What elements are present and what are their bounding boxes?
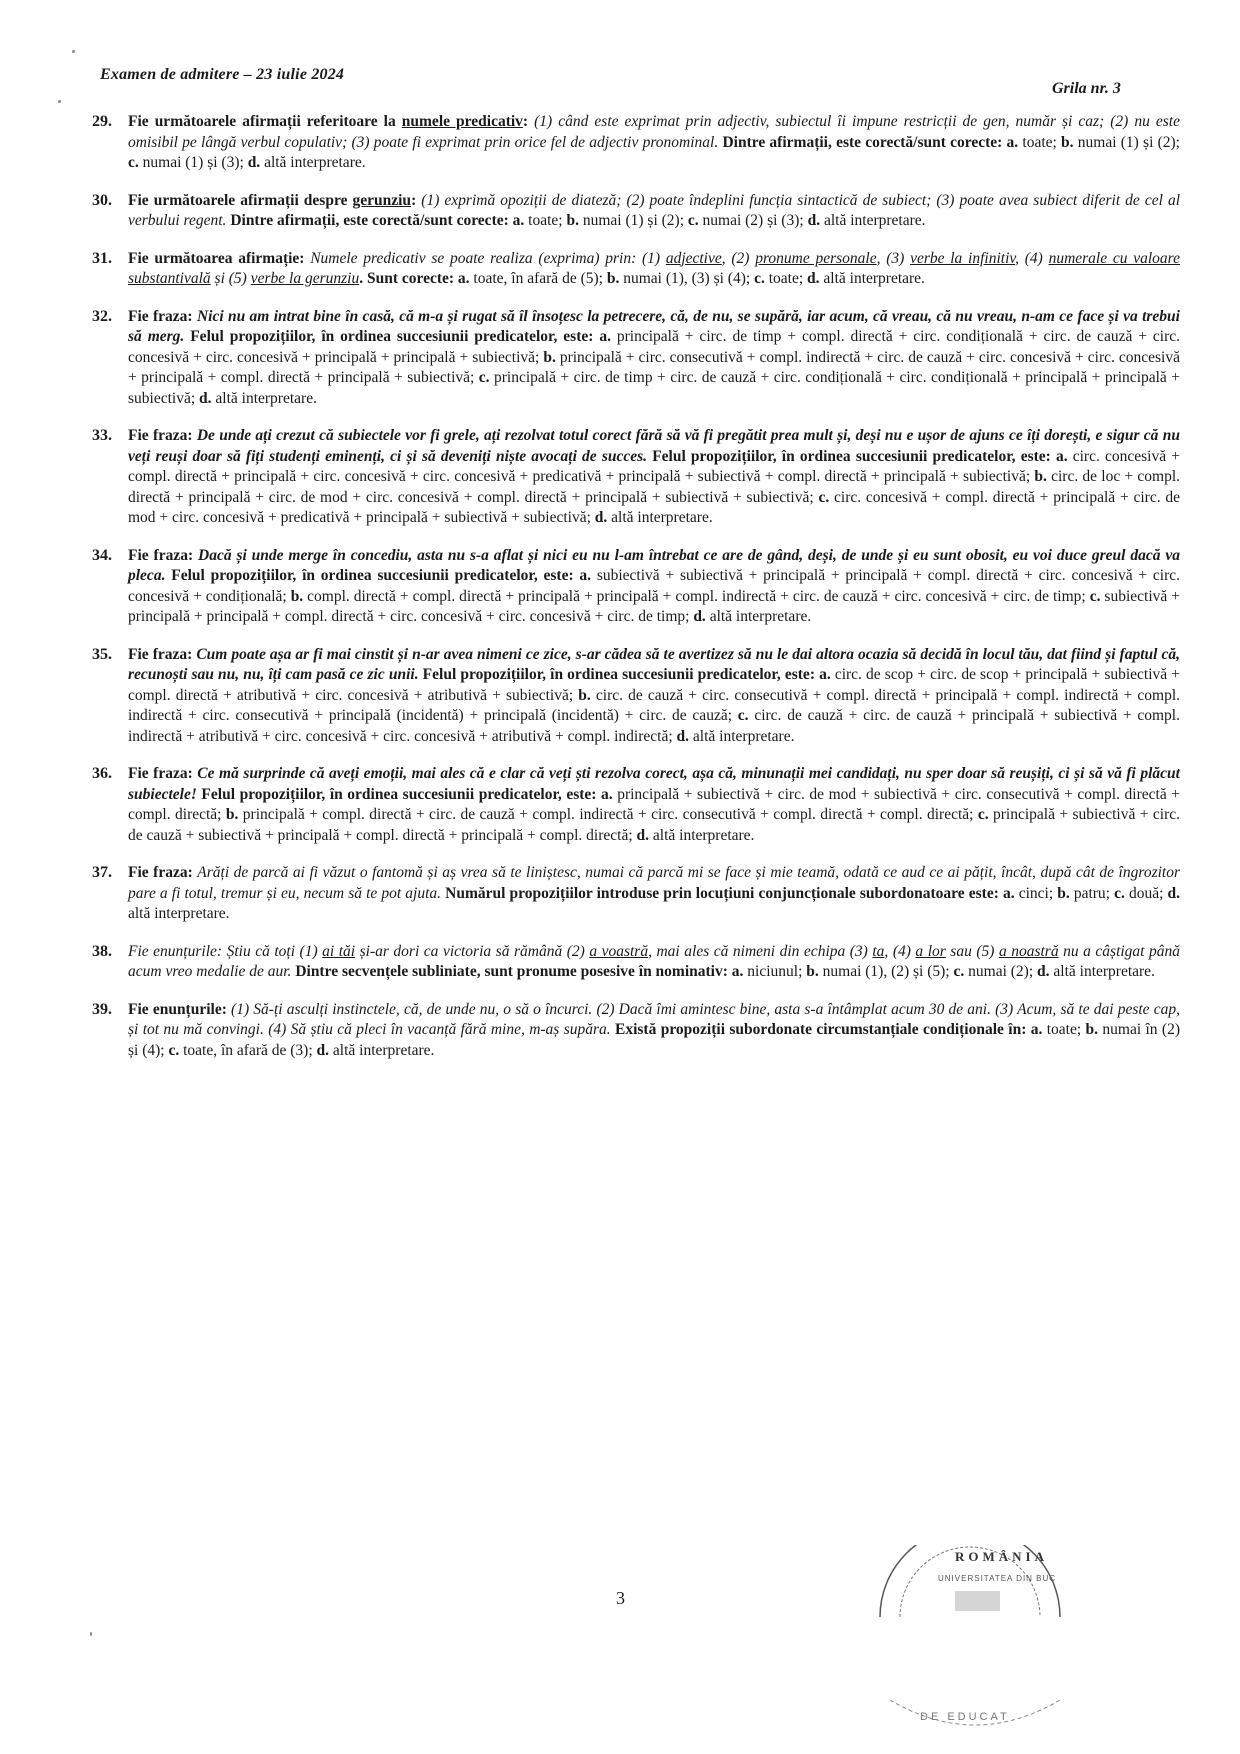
question-text-segment: niciunul; <box>743 963 807 980</box>
question-text-segment: Dintre secvențele subliniate, sunt pronume posesive în nominativ: a. <box>291 963 744 980</box>
question-text-segment: b. <box>1085 1021 1099 1038</box>
question-text-segment: numerale cu valoare substantivală <box>128 249 1181 287</box>
question-text-segment: (1) Să-ți asculți instinctele, că, de unde nu, o să o încurci. (2) Dacă îmi amintesc bine, asta s-a întâmplat acum 30 de ani. (3) Acum, să te dai peste cap, și tot nu mă convingi. (4) Să știu că pleci în vacanță fără mine, m-aș supăra. <box>128 1000 1180 1038</box>
grid-number: Grila nr. 3 <box>1052 80 1121 97</box>
question-text-segment: (1) exprimă opoziții de diateză; (2) poate îndeplini funcția sintactică de subiect; (3) poate avea subiect diferit de cel al verbului regent. <box>128 191 1181 229</box>
question-item <box>90 764 1180 846</box>
question-text-segment: c. <box>687 212 699 229</box>
question-text-segment: d. <box>199 389 212 407</box>
question-text-segment: două; <box>1124 884 1168 902</box>
question-number: 37. <box>92 864 112 881</box>
question-text-segment: Fie enunțurile: <box>128 942 227 960</box>
question-number: 35. <box>92 645 112 663</box>
question-text-segment: a lor <box>915 942 946 960</box>
question-text-segment: altă interpretare. <box>689 727 795 745</box>
question-text-segment: , (4) <box>884 942 916 960</box>
question-text-segment: b. <box>1061 133 1074 151</box>
question-text-segment: altă interpretare. <box>211 389 317 407</box>
question-text-segment: d. <box>636 826 650 844</box>
question-text-segment: numai în (2) și (4); <box>128 1021 1181 1059</box>
question-text-segment: c. <box>818 488 830 506</box>
question-text-segment: subiectivă + principală + principală + compl. directă + circ. concesivă + circ. concesivă + circ. de timp; <box>128 587 1180 625</box>
question-text-segment: altă interpretare. <box>819 270 925 287</box>
question-text-segment: patru; <box>1069 884 1115 902</box>
question-text-segment: c. <box>478 369 490 386</box>
question-text-segment: Felul propozițiilor, în ordinea succesiunii predicatelor, este: a. <box>418 666 831 683</box>
page-number: 3 <box>616 1588 625 1608</box>
question-text-segment: circ. concesivă + compl. directă + principală + circ. concesivă + circ. concesivă + predicativă + principală + subiectivă + compl. directă + principală + subiectivă; <box>128 447 1181 485</box>
question-list <box>90 112 1180 1078</box>
question-text-segment: circ. de loc + compl. directă + principală + circ. de mod + circ. concesivă + compl. directă + principală + subiectivă + subiectivă; <box>128 468 1181 506</box>
question-text-segment: d. <box>807 212 821 229</box>
question-text-segment: toate; <box>524 212 567 229</box>
question-text-segment: altă interpretare. <box>1049 963 1155 980</box>
question-item <box>90 1000 1180 1062</box>
question-item <box>90 546 1180 628</box>
question-text-segment: a noastră <box>998 942 1059 960</box>
question-number: 36. <box>92 765 112 782</box>
question-text-segment: c. <box>128 154 139 171</box>
question-text-segment: circ. de cauză + circ. de cauză + principală + subiectivă + compl. indirectă + atributivă + circ. concesivă + circ. concesivă + atributivă + compl. indirectă; <box>128 707 1180 745</box>
question-text-segment: altă interpretare. <box>705 608 812 625</box>
question-text-segment: verbe la gerunziu <box>250 270 360 287</box>
question-text-segment: d. <box>676 727 690 745</box>
question-text-segment: toate, în afară de (3); <box>179 1041 317 1059</box>
question-text-segment: Fie enunțurile: <box>128 1000 232 1018</box>
question-text-segment: toate; <box>764 270 808 287</box>
question-text-segment: toate; <box>1018 133 1062 151</box>
question-text-segment: principală + compl. directă + circ. de cauză + compl. indirectă + circ. consecutivă + compl. directă + compl. directă; <box>238 806 978 823</box>
question-text-segment: Fie fraza: <box>128 307 197 325</box>
question-text-segment: altă interpretare. <box>607 509 713 526</box>
question-number: 38. <box>92 942 112 960</box>
question-item <box>90 863 1180 925</box>
question-text-segment: c. <box>953 963 965 980</box>
question-text-segment: c. <box>1089 587 1101 605</box>
question-text-segment: Fie următoarele afirmații despre <box>128 191 353 209</box>
question-text-segment: adjective <box>665 249 722 267</box>
question-text-segment: . Sunt corecte: a. <box>359 270 470 287</box>
stamp-lower-text: DE EDUCAT <box>920 1711 1010 1723</box>
question-text-segment: d. <box>693 608 706 625</box>
question-text-segment: altă interpretare. <box>820 212 926 229</box>
official-stamp-icon <box>860 1545 1080 1620</box>
question-text-segment: altă interpretare. <box>260 154 366 171</box>
question-item <box>90 112 1180 174</box>
question-text-segment: Fie fraza: <box>128 864 198 881</box>
question-text-segment: (1) când este exprimat prin adjectiv, subiectul îi impune restricții de gen, număr și caz; (2) nu este omisibil pe lângă verbul copulativ; (3) poate fi exprimat prin orice fel de adjectiv pronominal. <box>128 113 1180 151</box>
question-text-segment: , (4) <box>1015 249 1049 267</box>
question-text-segment: Ce mă surprinde că aveți emoții, mai ales că e clar că veți ști rezolva corect, așa că, minunații mei candidați, nu sper doar să reușiți, ci și să vă fi plăcut subiectele! <box>128 765 1180 803</box>
question-text-segment: verbe la infinitiv <box>910 249 1016 267</box>
question-text-segment: Felul propozițiilor, în ordinea succesiunii predicatelor, este: a. <box>196 785 613 803</box>
question-text-segment: compl. directă + compl. directă + principală + principală + compl. indirectă + circ. de cauză + circ. concesivă + circ. de timp; <box>303 587 1090 605</box>
question-text-segment: , mai ales că nimeni din echipa (3) <box>648 942 873 960</box>
question-text-segment: Felul propozițiilor, în ordinea succesiunii predicatelor, este: a. <box>647 447 1068 465</box>
question-text-segment: principală + subiectivă + circ. de cauză + subiectivă + principală + compl. directă + principală + compl. directă; <box>128 806 1180 844</box>
question-item <box>90 426 1180 529</box>
question-number: 32. <box>92 307 112 325</box>
question-text-segment: Dintre afirmații, este corectă/sunt corecte: a. <box>226 212 525 229</box>
question-text-segment: circ. de scop + circ. de scop + principală + subiectivă + compl. directă + atributivă + circ. concesivă + atributivă + subiectivă; <box>128 666 1181 704</box>
question-text-segment: numele predicativ <box>401 113 523 130</box>
question-text-segment: ta <box>872 942 885 960</box>
question-text-segment: Felul propozițiilor, în ordinea succesiunii predicatelor, este: a. <box>184 328 611 345</box>
stamp-inner-text: UNIVERSITATEA DIN BUC <box>938 1574 1057 1583</box>
question-number: 39. <box>92 1000 112 1018</box>
question-text-segment: Fie fraza: <box>128 546 198 564</box>
question-text-segment: Numele predicativ se poate realiza (exprima) prin: (1) <box>310 249 666 267</box>
question-text-segment: d. <box>807 270 820 287</box>
question-item <box>90 249 1180 290</box>
question-text-segment: Dintre afirmații, este corectă/sunt corecte: a. <box>718 133 1019 151</box>
question-text-segment: c. <box>168 1041 180 1059</box>
question-text-segment: Fie următoarele afirmații referitoare la <box>128 113 402 130</box>
question-text-segment: b. <box>1034 468 1047 485</box>
question-text-segment: circ. de cauză + circ. consecutivă + compl. directă + principală + compl. indirectă + compl. indirectă + circ. consecutivă + principală (incidentă) + principală (incidentă) + circ. de cauză; <box>128 686 1180 724</box>
question-text-segment: principală + circ. de timp + compl. directă + circ. condițională + circ. de cauză + circ. concesivă + circ. concesivă + principală + principală + subiectivă; <box>128 328 1181 366</box>
scan-speck <box>58 100 61 103</box>
question-text-segment: ai tăi <box>322 942 356 960</box>
question-text-segment: Știu că toți (1) <box>226 942 323 960</box>
question-item <box>90 645 1180 748</box>
scan-speck <box>90 1632 92 1636</box>
question-text-segment: d. <box>247 154 261 171</box>
question-text-segment: și (5) <box>210 270 251 287</box>
question-text-segment: altă interpretare. <box>329 1041 435 1059</box>
question-text-segment: b. <box>566 212 579 229</box>
question-text-segment: și-ar dori ca victoria să rămână (2) <box>355 942 590 960</box>
question-number: 29. <box>92 113 112 130</box>
question-text-segment: b. <box>290 587 304 605</box>
question-text-segment: altă interpretare. <box>649 826 755 844</box>
question-text-segment: principală + circ. consecutivă + compl. indirectă + circ. de cauză + circ. concesivă + circ. concesivă + principală + compl. directă + principală + subiectivă; <box>128 348 1180 386</box>
scan-speck <box>72 50 75 53</box>
question-text-segment: b. <box>1057 884 1070 902</box>
question-text-segment: numai (2); <box>964 963 1038 980</box>
question-text-segment: toate, în afară de (5); <box>469 270 607 287</box>
question-text-segment: Fie fraza: <box>128 645 197 663</box>
stamp-bleed-icon <box>880 1690 1070 1750</box>
question-text-segment: numai (1), (3) și (4); <box>619 270 755 287</box>
question-text-segment: Fie fraza: <box>128 765 198 782</box>
question-number: 33. <box>92 427 112 444</box>
question-text-segment: circ. concesivă + compl. directă + principală + circ. de mod + circ. concesivă + predicativă + principală + subiectivă + subiectivă; <box>128 488 1180 526</box>
question-item <box>90 307 1180 410</box>
question-number: 30. <box>92 191 112 209</box>
question-text-segment: Dacă și unde merge în concediu, asta nu s-a aflat și nici eu nu l-am întrebat ce are de gând, deși, de unde și eu sunt obosit, eu voi duce greul dacă va pleca. <box>128 546 1180 584</box>
question-text-segment: numai (1) și (2); <box>1073 133 1180 151</box>
question-text-segment: b. <box>543 348 556 366</box>
question-text-segment: d. <box>1167 884 1180 902</box>
question-text-segment: c. <box>737 707 749 724</box>
question-text-segment: principală + circ. de timp + circ. de cauză + circ. condițională + circ. condițională + principală + principală + subiectivă; <box>128 369 1180 407</box>
question-text-segment: c. <box>1114 884 1125 902</box>
question-text-segment: Cum poate așa ar fi mai cinstit și n-ar avea nimeni ce zice, s-ar cădea să te avertizez să nu le dai altora ocazia să decidă în locul tău, dat fiind și faptul că, recunoști sau nu, nu, îți cam pasă ce zic unii. <box>128 645 1180 683</box>
question-text-segment: sau (5) <box>945 942 999 960</box>
question-number: 34. <box>92 546 112 564</box>
question-text-segment: b. <box>578 686 591 704</box>
question-text-segment: Felul propozițiilor, în ordinea succesiunii predicatelor, este: a. <box>165 567 592 584</box>
exam-header-title: Examen de admitere – 23 iulie 2024 <box>100 66 345 83</box>
question-text-segment: b. <box>806 963 819 980</box>
question-text-segment: numai (1) și (2); <box>578 212 688 229</box>
question-text-segment: c. <box>977 806 989 823</box>
question-text-segment: gerunziu <box>352 191 412 209</box>
question-text-segment: Există propoziții subordonate circumstanțiale condiționale în: a. <box>610 1021 1043 1038</box>
question-text-segment: pronume personale <box>755 249 877 267</box>
question-text-segment: principală + subiectivă + circ. de mod + subiectivă + circ. consecutivă + compl. directă + compl. directă; <box>128 785 1181 823</box>
question-item <box>90 942 1180 983</box>
question-text-segment: Fie fraza: <box>128 427 197 444</box>
question-text-segment: De unde ați crezut că subiectele vor fi grele, ați rezolvat totul corect fără să vă fi pregătit prea mult și, deși nu e ușor de ajuns ce îți dorești, e sigur că nu veți reuși doar să fiți studenți eminenți, ci și să deveniți niște avocați de succes. <box>128 427 1180 465</box>
question-item <box>90 191 1180 232</box>
question-text-segment: : <box>411 191 422 209</box>
question-text-segment: numai (1), (2) și (5); <box>818 963 954 980</box>
question-text-segment: Arăți de parcă ai fi văzut o fantomă și aș vrea să te liniștesc, numai că parcă mi se face și mie teamă, odată ce aud ce ai pățit, încât, după cât de îngrozitor pare a fi totul, tremur și eu, necum să te pot ajuta. <box>128 864 1180 902</box>
question-text-segment: b. <box>225 806 239 823</box>
question-text-segment: altă interpretare. <box>128 905 230 922</box>
question-text-segment: b. <box>606 270 620 287</box>
question-text-segment: Fie următoarea afirmație: <box>128 249 311 267</box>
question-text-segment: a voastră <box>589 942 649 960</box>
question-text-segment: Numărul propozițiilor introduse prin locuțiuni conjuncționale subordonatoare este: a. <box>441 884 1015 902</box>
question-text-segment: nu a câștigat până acum vreo medalie de aur. <box>128 942 1181 980</box>
question-text-segment: d. <box>1037 963 1050 980</box>
question-text-segment: numai (1) și (3); <box>138 154 248 171</box>
question-text-segment: , (3) <box>876 249 911 267</box>
stamp-top-text: ROMÂNIA <box>955 1549 1048 1564</box>
question-text-segment: : <box>522 113 535 130</box>
question-text-segment: , (2) <box>721 249 756 267</box>
question-text-segment: d. <box>316 1041 330 1059</box>
question-text-segment: cinci; <box>1014 884 1058 902</box>
question-text-segment: c. <box>754 270 765 287</box>
question-text-segment: toate; <box>1042 1021 1086 1038</box>
question-text-segment: subiectivă + subiectivă + principală + principală + compl. directă + circ. concesivă + circ. concesivă + condițională; <box>128 567 1180 605</box>
question-text-segment: d. <box>594 509 608 526</box>
question-text-segment: Nici nu am intrat bine în casă, că m-a și rugat să îl însoțesc la petrecere, că, de nu, se supără, iar acum, că vreau, că nu vreau, n-am ce face și va trebui să merg. <box>128 307 1180 345</box>
question-number: 31. <box>92 249 112 267</box>
question-text-segment: numai (2) și (3); <box>698 212 808 229</box>
